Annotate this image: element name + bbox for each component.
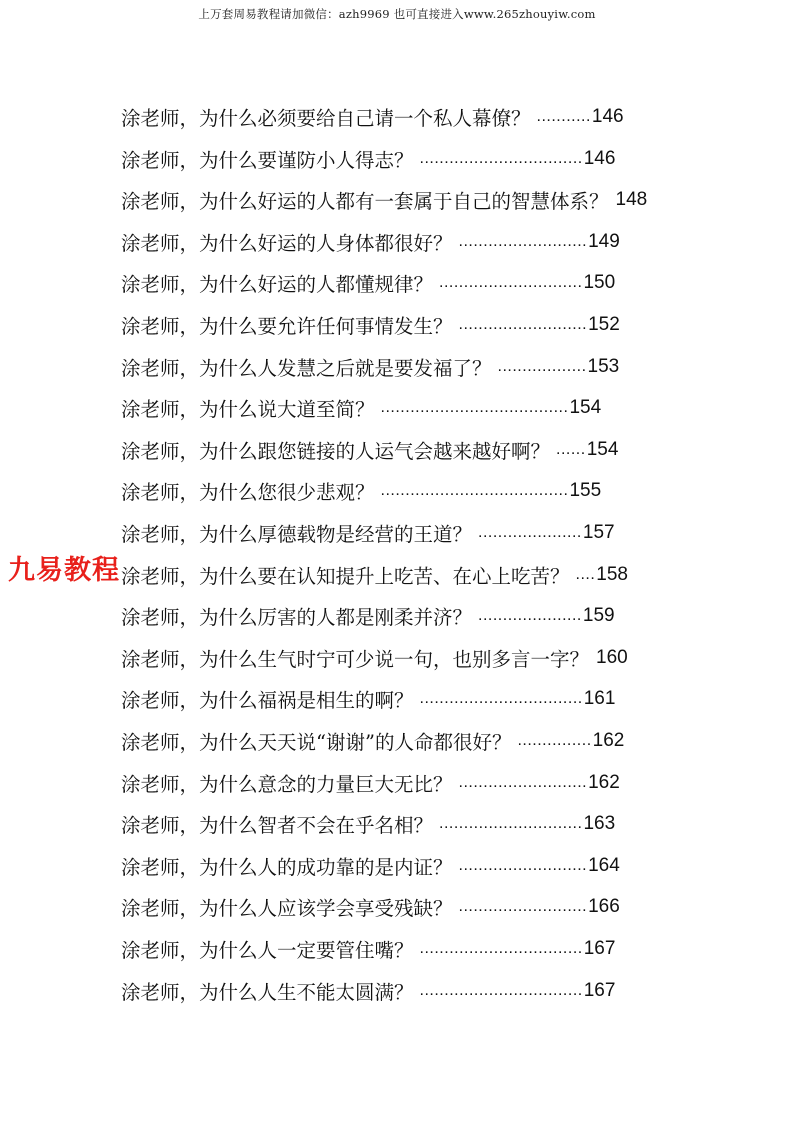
toc-entry-page: 167 [583, 938, 616, 959]
toc-entry-page: 158 [596, 563, 628, 585]
toc-entry[interactable] [121, 470, 601, 512]
toc-entry-title: 涂老师，为什么智者不会在乎名相？ [121, 814, 434, 838]
toc-entry[interactable] [121, 845, 620, 887]
toc-entry-leader: ........... [536, 108, 591, 125]
toc-entry-leader: .................. [497, 357, 587, 375]
toc-entry[interactable] [121, 762, 620, 804]
toc-entry[interactable] [121, 886, 620, 928]
toc-entry[interactable] [121, 429, 618, 471]
toc-entry-leader: .......................... [458, 898, 588, 916]
toc-entry-title: 涂老师，为什么必须要给自己请一个私人幕僚？ [121, 107, 531, 130]
toc-entry[interactable] [121, 346, 619, 388]
toc-entry-page: 150 [583, 272, 616, 294]
toc-entry-title: 涂老师，为什么要允许任何事情发生？ [121, 315, 453, 338]
toc-entry-leader: ...... [556, 440, 586, 458]
toc-entry-leader: .......................... [458, 316, 588, 333]
toc-entry-leader: ................................. [419, 981, 583, 999]
toc-entry-leader: ................................. [419, 690, 583, 708]
toc-entry[interactable] [121, 803, 615, 845]
toc-entry-page: 152 [588, 314, 620, 335]
toc-entry-leader: .... [575, 565, 596, 583]
toc-entry-page: 162 [588, 771, 620, 793]
toc-entry-leader: .......................... [458, 856, 588, 874]
toc-entry-leader: ...................................... [380, 482, 569, 500]
toc-entry-page: 146 [583, 147, 616, 169]
toc-entry-title: 涂老师，为什么人生不能太圆满？ [121, 980, 414, 1004]
toc-entry-leader: ...................................... [380, 399, 569, 417]
toc-entry-page: 154 [569, 397, 602, 419]
toc-entry-page: 164 [588, 854, 620, 876]
toc-entry[interactable] [121, 554, 628, 596]
toc-entry-leader: .......................... [458, 773, 588, 791]
toc-entry[interactable] [121, 512, 615, 554]
toc-entry[interactable] [121, 179, 647, 221]
toc-entry[interactable] [121, 928, 615, 970]
toc-entry-leader: ............................. [439, 274, 583, 292]
toc-entry-page: 149 [588, 230, 620, 252]
toc-entry-title: 涂老师，为什么好运的人都懂规律？ [121, 273, 434, 297]
toc-entry-page: 146 [591, 106, 624, 127]
toc-entry[interactable] [121, 595, 615, 637]
toc-entry-title: 涂老师，为什么您很少悲观？ [121, 481, 375, 505]
toc-entry-title: 涂老师，为什么厉害的人都是刚柔并济？ [121, 606, 473, 630]
toc-entry[interactable] [121, 262, 615, 304]
toc-entry-title: 涂老师，为什么生气时宁可少说一句，也别多言一字？ [121, 647, 590, 671]
toc-entry[interactable] [121, 970, 615, 1012]
toc-entry-title: 涂老师，为什么人发慧之后就是要发福了？ [121, 356, 492, 380]
toc-entry-page: 148 [615, 189, 648, 211]
toc-entry-leader: ............... [517, 732, 592, 749]
toc-entry[interactable] [121, 304, 620, 346]
toc-entry-title: 涂老师，为什么跟您链接的人运气会越来越好啊？ [121, 439, 551, 463]
toc-entry-title: 涂老师，为什么天天说“谢谢”的人命都很好？ [121, 731, 512, 754]
toc-entry-title: 涂老师，为什么好运的人都有一套属于自己的智慧体系？ [121, 190, 609, 214]
toc-entry-page: 167 [583, 979, 616, 1001]
toc-entry-page: 155 [569, 480, 602, 502]
toc-entry-leader: ............................. [439, 815, 583, 833]
toc-entry-page: 160 [596, 646, 628, 668]
toc-entry-page: 162 [592, 730, 625, 751]
toc-entry-leader: ..................... [478, 524, 582, 541]
toc-entry-title: 涂老师，为什么意念的力量巨大无比？ [121, 772, 453, 796]
toc-entry-title: 涂老师，为什么厚德载物是经营的王道？ [121, 523, 473, 546]
toc-entry-page: 157 [582, 522, 615, 543]
toc-entry[interactable] [121, 637, 628, 679]
toc-entry-page: 166 [588, 896, 620, 918]
toc-entry-leader: ................................. [419, 940, 583, 957]
toc-entry-page: 154 [586, 438, 619, 460]
toc-entry-title: 涂老师，为什么要在认知提升上吃苦、在心上吃苦？ [121, 564, 570, 588]
toc-entry-page: 161 [583, 688, 616, 710]
toc-entry-title: 涂老师，为什么说大道至简？ [121, 398, 375, 422]
toc-entry-page: 159 [582, 605, 615, 627]
toc-entry-page: 163 [583, 813, 616, 835]
watermark-logo: 九易教程 [8, 555, 120, 586]
toc-entry-leader: .......................... [458, 232, 588, 250]
toc-entry-leader: ................................. [419, 149, 583, 167]
toc-entry-title: 涂老师，为什么人应该学会享受残缺？ [121, 897, 453, 921]
toc-entry-title: 涂老师，为什么人一定要管住嘴？ [121, 939, 414, 962]
toc-entry-title: 涂老师，为什么好运的人身体都很好？ [121, 231, 453, 255]
page-header: 上万套周易教程请加微信：azh9969 也可直接进入www.265zhouyiw.com [198, 7, 596, 21]
toc-entry[interactable] [121, 720, 624, 762]
toc-entry-leader: ..................... [478, 607, 582, 625]
toc-entry-title: 涂老师，为什么要谨防小人得志？ [121, 148, 414, 172]
toc-entry[interactable] [121, 221, 620, 263]
toc-entry-title: 涂老师，为什么福祸是相生的啊？ [121, 689, 414, 713]
toc-entry[interactable] [121, 387, 601, 429]
toc-entry[interactable] [121, 678, 615, 720]
toc-entry[interactable] [121, 138, 615, 180]
toc-entry[interactable] [121, 96, 624, 138]
toc-entry-title: 涂老师，为什么人的成功靠的是内证？ [121, 855, 453, 879]
toc-entry-page: 153 [587, 355, 620, 377]
